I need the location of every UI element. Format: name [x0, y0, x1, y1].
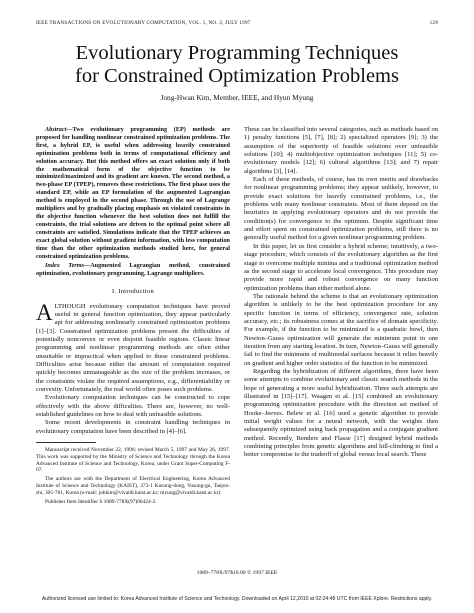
- left-column: [36, 126, 230, 505]
- abstract: [36, 126, 230, 260]
- intro-paragraph-1: [36, 299, 230, 395]
- right-paragraph-1: These can be classified into several categories, such as methods based on 1) penalty functions [5], [7], [8]; 2) specialized operators [9]; 3) the assumption of the superiority of feasible solutions over unfeasible solutions [10]; 4) multiobjective optimization techniques [11]; 5) co-evolutionary models [12]; 6) cultural algorithms [13]; and 7) repair algorithms [3], [14].: [244, 126, 438, 175]
- right-paragraph-4: The rationale behind the scheme is that an evolutionary optimization algorithm is unlikely to be the best optimization procedure for any specific function in terms of efficiency, convergence rate, solution accuracy, etc.; its robustness comes at the sacrifice of domain specificity. For example, if the function to be minimized is a quadratic bowl, then Newton–Gauss optimization will generate the minimum point in one iteration from any starting location. In turn, Newton–Gauss will generally fail to find the minimum of multimodal surfaces because it relies heavily on gradient and higher order statistics of the function to be minimized.: [244, 292, 438, 367]
- abstract-text: Two evolutionary programming (EP) methods are proposed for handling nonlinear constrained optimization problems. The first, a hybrid EP, is useful when addressing heavily constrained optimization problems both in terms of computational efficiency and solution accuracy. But this method offers an exact solution only if both the mathematical form of the objective function to be minimized/maximized and its gradient are known. The second method, a two-phase EP (TPEP), removes these restrictions. The first phase uses the standard EP, while an EP formulation of the augmented Lagrangian method is employed in the second phase. Through the use of Lagrange multipliers and by gradually placing emphasis on violated constraints in the objective function whenever the best solution does not fulfill the constraints, the trial solutions are driven to the optimal point where all constraints are satisfied. Simulations indicate that the TPEP achieves an exact global solution without gradient information, with less computation time than the other optimization methods studied here, for general constrained optimization problems.: [36, 126, 230, 260]
- intro-paragraph-3: Some recent developments in constraint handling techniques in evolutionary computation have been described in [4]–[6].: [36, 419, 230, 435]
- section-heading: I. Introduction: [111, 288, 155, 296]
- footnote-pii: Publisher Item Identifier S 1089-778X(97)06424-2.: [45, 498, 157, 505]
- index-terms-text: Augmented Lagrangian method, constrained optimization, evolutionary programming, Lagrange multipliers.: [36, 262, 230, 278]
- right-paragraph-5: Regarding the hybridization of different algorithms, there have been some attempts to combine evolutionary and classic search methods in the hope of generating a more useful hybridization. Three such attempts are illustrated in [15]–[17]. Waagen et al. [15] combined an evolutionary programming optimization procedure with the direction set method of Hooke–Jeeves. Belew et al. [16] used a genetic algorithm to provide initial weight values for a neural network, with the weights then subsequently optimized using back propagation and a conjugate gradient method. Recently, Renders and Flasse [17] designed hybrid methods combining principles from genetic algorithms and hill-climbing to find a better compromise to the tradeoff of global versus local search. These: [244, 367, 438, 459]
- footnote-authors: The authors are with the Department of Electrical Engineering, Korea Advanced Institute of Science and Technology (KAIST), 373-1 Kusung-dong, Yusung-gu, Taejon-shi, 305-701, Korea (e-mail: johkim@vivaldi.kaist.ac.kr; myung@vivaldi.kaist.ac.kr).: [36, 476, 230, 496]
- copyright-footer: 1089–778X/97$10.00 © 1997 IEEE: [196, 570, 278, 576]
- author-line: Jong-Hwan Kim, Member, IEEE, and Hyun Myung: [160, 93, 314, 102]
- right-paragraph-2: Each of these methods, of course, has its own merits and drawbacks for nonlinear programming problems; they appear unlikely, however, to provide exact solutions for heavily constrained problems, i.e., the problems with many nonlinear constraints. Most of them depend on the heuristics in applying evolutionary operators and do not provide the condition(s) for convergence to the optimum. Despite significant time and effort spent on constrained optimization problems, still there is no generally useful method for a given nonlinear programming problem.: [244, 176, 438, 242]
- journal-header: IEEE TRANSACTIONS ON EVOLUTIONARY COMPUTATION, VOL. 1, NO. 2, JULY 1997: [36, 20, 251, 26]
- right-paragraph-3: In this paper, let us first consider a hybrid scheme; intuitively, a two-stage procedure, which consists of the evolutionary algorithm as the first stage to overcome multiple minima and a traditional optimization method as the second stage to accelerate local convergence. This procedure may provide more rapid and robust convergence on many function optimization problems than either method alone.: [244, 242, 438, 292]
- intro-p1-text: LTHOUGH evolutionary computation techniques have proved useful in general function optimization, they appear particularly apt for addressing nonlinearly constrained optimization problems [1]–[3]. Constrained optimization problems present the difficulties of potentially nonconvex or even disjoint feasible regions. Classic linear programming and nonlinear programming methods are often either unsuitable or impractical when applied to these constrained problems. Difficulties arise because either the amount of computation required quickly becomes unmanageable as the size of the problem increases, or the constraints violate the required assumptions, e.g., differentiability or convexity. Unfortunately, the real world often poses such problems.: [36, 302, 230, 393]
- abstract-lead: Abstract—: [45, 126, 73, 133]
- index-terms-lead: Index Terms—: [45, 262, 91, 270]
- footnote-rule: [36, 442, 96, 443]
- drop-cap: A: [36, 299, 53, 325]
- index-terms: [36, 262, 230, 278]
- title-line-1: Evolutionary Programming Techniques: [75, 42, 399, 64]
- page-number: 129: [429, 20, 438, 26]
- paper-title: [0, 42, 474, 88]
- license-notice: Authorized licensed use limited to: Korea Advanced Institute of Science and Technology. Downloaded on April 12,2010 at 02:24:48 UTC from IEEE Xplore. Restrictions apply.: [41, 596, 433, 602]
- title-line-2: for Constrained Optimization Problems: [75, 65, 399, 87]
- right-column: [244, 126, 438, 460]
- intro-paragraph-2: Evolutionary computation techniques can be constructed to cope effectively with the above difficulties. There are, however, no well-established guidelines on how to deal with unfeasible solutions.: [36, 394, 230, 419]
- footnote-received: Manuscript received November 22, 1996; revised March 5, 1997 and May 26, 1997. This work was supported by the Ministry of Science and Technology through the Korea Advanced Institute of Science and Technology, Korea, under Grant Super-Computing F-07.: [36, 447, 230, 474]
